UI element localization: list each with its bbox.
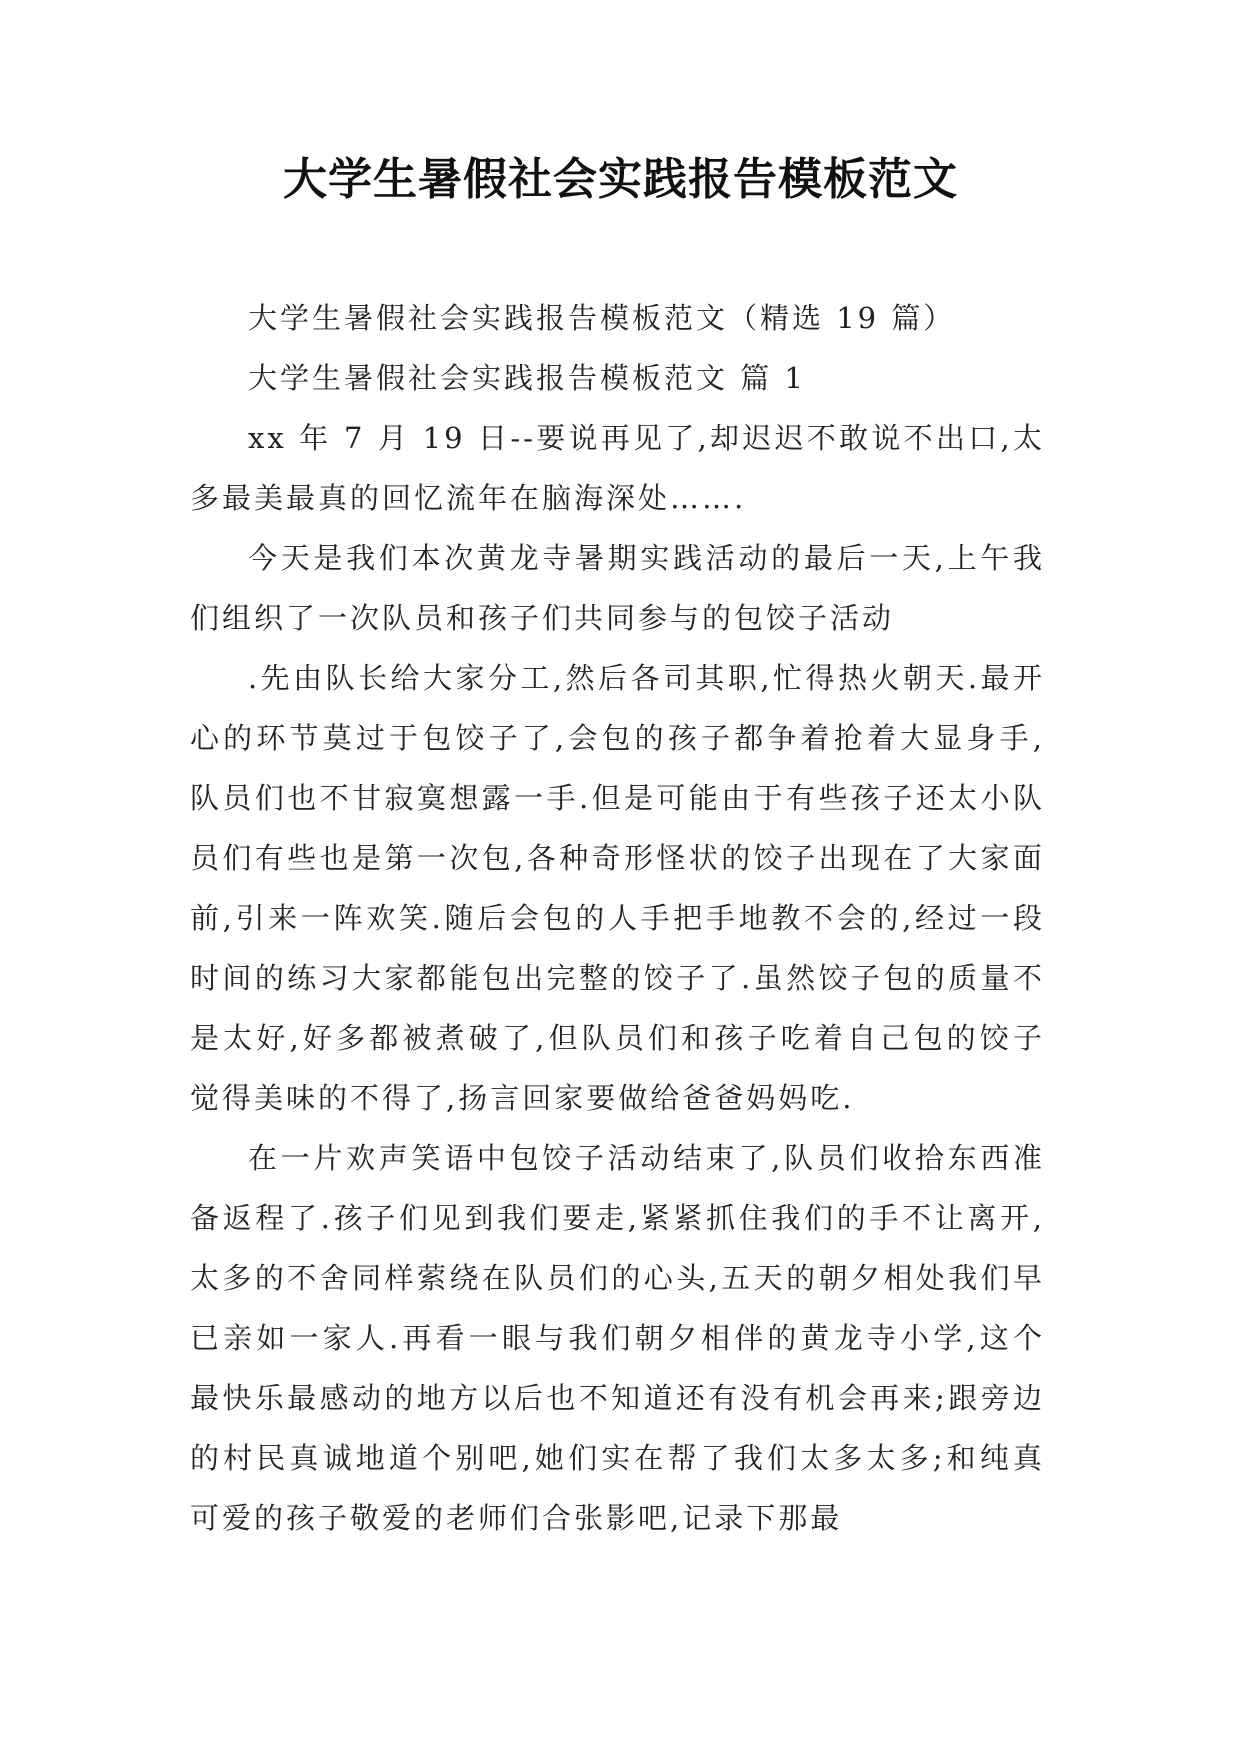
paragraph: .先由队长给大家分工,然后各司其职,忙得热火朝天.最开心的环节莫过于包饺子了,会包的孩子都争着抢着大显身手,队员们也不甘寂寞想露一手.但是可能由于有些孩子还太小队员们有些也是第一次包,各种奇形怪状的饺子出现在了大家面前,引来一阵欢笑.随后会包的人手把手地教不会的,经过一段时间的练习大家都能包出完整的饺子了.虽然饺子包的质量不是太好,好多都被煮破了,但队员们和孩子吃着自己包的饺子觉得美味的不得了,扬言回家要做给爸爸妈妈吃. (190, 661, 1045, 1115)
paragraph: 在一片欢声笑语中包饺子活动结束了,队员们收拾东西准备返程了.孩子们见到我们要走,紧紧抓住我们的手不让离开,太多的不舍同样萦绕在队员们的心头,五天的朝夕相处我们早已亲如一家人.再看一眼与我们朝夕相伴的黄龙寺小学,这个最快乐最感动的地方以后也不知道还有没有机会再来;跟旁边的村民真诚地道个别吧,她们实在帮了我们太多太多;和纯真可爱的孩子敬爱的老师们合张影吧,记录下那最 (190, 1141, 1045, 1535)
paragraph: 今天是我们本次黄龙寺暑期实践活动的最后一天,上午我们组织了一次队员和孩子们共同参与的包饺子活动 (190, 541, 1045, 635)
document-body (190, 288, 1045, 1548)
paragraph: xx 年 7 月 19 日--要说再见了,却迟迟不敢说不出口,太多最美最真的回忆流年在脑海深处……. (190, 421, 1045, 515)
document-subtitle: 大学生暑假社会实践报告模板范文（精选 19 篇） (248, 301, 956, 335)
document-title: 大学生暑假社会实践报告模板范文 (283, 154, 958, 205)
section-heading: 大学生暑假社会实践报告模板范文 篇 1 (248, 361, 806, 395)
